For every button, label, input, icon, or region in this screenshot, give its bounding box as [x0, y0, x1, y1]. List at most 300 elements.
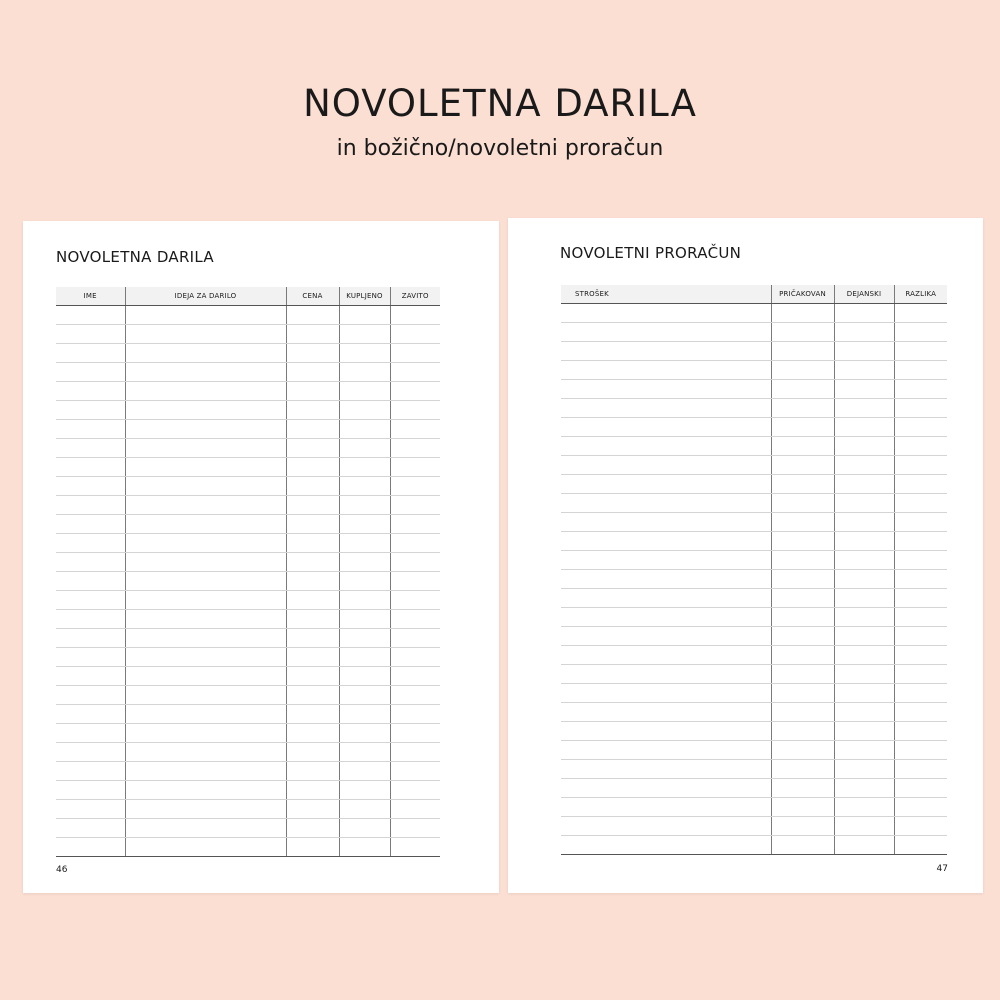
table-cell[interactable]: [834, 361, 894, 380]
table-cell[interactable]: [834, 342, 894, 361]
table-cell[interactable]: [771, 608, 834, 627]
table-cell[interactable]: [125, 382, 286, 401]
table-cell[interactable]: [771, 551, 834, 570]
table-cell[interactable]: [125, 724, 286, 743]
table-cell[interactable]: [771, 779, 834, 798]
table-cell[interactable]: [125, 686, 286, 705]
table-cell[interactable]: [125, 648, 286, 667]
table-cell[interactable]: [834, 608, 894, 627]
table-cell[interactable]: [561, 475, 771, 494]
table-cell[interactable]: [339, 705, 390, 724]
table-cell[interactable]: [390, 553, 440, 572]
table-cell[interactable]: [771, 703, 834, 722]
table-cell[interactable]: [561, 456, 771, 475]
table-cell[interactable]: [834, 589, 894, 608]
table-row: [561, 684, 947, 703]
table-cell[interactable]: [390, 705, 440, 724]
table-cell[interactable]: [339, 477, 390, 496]
table-cell[interactable]: [771, 798, 834, 817]
table-cell[interactable]: [56, 838, 125, 857]
table-cell[interactable]: [56, 553, 125, 572]
table-cell[interactable]: [771, 646, 834, 665]
table-cell[interactable]: [390, 534, 440, 553]
table-cell[interactable]: [390, 819, 440, 838]
table-cell[interactable]: [56, 819, 125, 838]
column-header-zavito: ZAVITO: [390, 287, 440, 306]
table-row: [561, 703, 947, 722]
table-cell[interactable]: [771, 684, 834, 703]
table-cell[interactable]: [561, 532, 771, 551]
table-cell[interactable]: [390, 591, 440, 610]
table-cell[interactable]: [834, 399, 894, 418]
table-cell[interactable]: [286, 800, 339, 819]
table-cell[interactable]: [286, 382, 339, 401]
table-cell[interactable]: [125, 667, 286, 686]
table-row: [56, 838, 440, 857]
table-cell[interactable]: [56, 667, 125, 686]
table-cell[interactable]: [125, 477, 286, 496]
table-cell[interactable]: [771, 627, 834, 646]
table-cell[interactable]: [894, 551, 947, 570]
table-cell[interactable]: [339, 838, 390, 857]
table-cell[interactable]: [834, 323, 894, 342]
table-cell[interactable]: [834, 418, 894, 437]
table-cell[interactable]: [390, 458, 440, 477]
table-cell[interactable]: [286, 667, 339, 686]
table-cell[interactable]: [339, 762, 390, 781]
table-cell[interactable]: [561, 684, 771, 703]
table-cell[interactable]: [561, 361, 771, 380]
table-cell[interactable]: [390, 610, 440, 629]
table-cell[interactable]: [339, 401, 390, 420]
table-cell[interactable]: [771, 304, 834, 323]
table-cell[interactable]: [894, 646, 947, 665]
table-cell[interactable]: [834, 380, 894, 399]
table-row: [56, 686, 440, 705]
table-cell[interactable]: [286, 610, 339, 629]
table-cell[interactable]: [894, 665, 947, 684]
table-cell[interactable]: [834, 570, 894, 589]
table-row: [56, 439, 440, 458]
table-cell[interactable]: [771, 836, 834, 855]
table-cell[interactable]: [56, 515, 125, 534]
table-cell[interactable]: [561, 779, 771, 798]
table-row: [56, 781, 440, 800]
table-cell[interactable]: [834, 494, 894, 513]
table-cell[interactable]: [561, 570, 771, 589]
table-row: [56, 648, 440, 667]
table-cell[interactable]: [339, 781, 390, 800]
table-row: [56, 667, 440, 686]
table-cell[interactable]: [894, 760, 947, 779]
table-cell[interactable]: [561, 342, 771, 361]
table-cell[interactable]: [561, 798, 771, 817]
table-cell[interactable]: [834, 703, 894, 722]
table-cell[interactable]: [390, 629, 440, 648]
table-cell[interactable]: [56, 648, 125, 667]
table-cell[interactable]: [56, 477, 125, 496]
table-cell[interactable]: [834, 836, 894, 855]
table-cell[interactable]: [561, 551, 771, 570]
table-cell[interactable]: [286, 420, 339, 439]
table-cell[interactable]: [561, 665, 771, 684]
budget-header-row: [561, 285, 947, 304]
table-cell[interactable]: [125, 496, 286, 515]
table-cell[interactable]: [286, 705, 339, 724]
table-cell[interactable]: [561, 494, 771, 513]
table-cell[interactable]: [339, 553, 390, 572]
table-cell[interactable]: [894, 494, 947, 513]
table-cell[interactable]: [561, 380, 771, 399]
table-cell[interactable]: [286, 819, 339, 838]
table-cell[interactable]: [834, 646, 894, 665]
table-cell[interactable]: [286, 743, 339, 762]
table-row: [561, 342, 947, 361]
table-cell[interactable]: [771, 418, 834, 437]
table-cell[interactable]: [286, 762, 339, 781]
table-cell[interactable]: [561, 608, 771, 627]
table-cell[interactable]: [390, 762, 440, 781]
table-cell[interactable]: [286, 344, 339, 363]
table-cell[interactable]: [339, 515, 390, 534]
table-cell[interactable]: [339, 420, 390, 439]
table-cell[interactable]: [561, 399, 771, 418]
table-row: [56, 762, 440, 781]
table-cell[interactable]: [771, 665, 834, 684]
hero-title: NOVOLETNA DARILA: [303, 82, 697, 125]
table-cell[interactable]: [390, 325, 440, 344]
table-row: [56, 705, 440, 724]
table-cell[interactable]: [771, 342, 834, 361]
table-cell[interactable]: [894, 399, 947, 418]
table-cell[interactable]: [125, 553, 286, 572]
table-cell[interactable]: [390, 515, 440, 534]
table-cell[interactable]: [771, 817, 834, 836]
table-cell[interactable]: [561, 323, 771, 342]
table-cell[interactable]: [286, 724, 339, 743]
table-cell[interactable]: [125, 325, 286, 344]
table-cell[interactable]: [56, 800, 125, 819]
table-cell[interactable]: [125, 800, 286, 819]
table-cell[interactable]: [561, 589, 771, 608]
table-cell[interactable]: [125, 515, 286, 534]
table-cell[interactable]: [339, 610, 390, 629]
table-cell[interactable]: [894, 627, 947, 646]
table-cell[interactable]: [390, 306, 440, 325]
table-cell[interactable]: [561, 418, 771, 437]
table-cell[interactable]: [771, 532, 834, 551]
table-cell[interactable]: [125, 420, 286, 439]
table-cell[interactable]: [894, 437, 947, 456]
gift-list-body: [56, 306, 440, 857]
table-row: [561, 304, 947, 323]
table-cell[interactable]: [339, 458, 390, 477]
gift-list-page: [23, 221, 499, 893]
table-cell[interactable]: [894, 608, 947, 627]
table-cell[interactable]: [390, 401, 440, 420]
table-cell[interactable]: [125, 819, 286, 838]
budget-heading: NOVOLETNI PRORAČUN: [560, 244, 742, 262]
table-cell[interactable]: [56, 458, 125, 477]
table-cell[interactable]: [286, 458, 339, 477]
table-cell[interactable]: [390, 363, 440, 382]
table-cell[interactable]: [834, 798, 894, 817]
table-cell[interactable]: [339, 648, 390, 667]
table-cell[interactable]: [561, 627, 771, 646]
table-cell[interactable]: [390, 477, 440, 496]
table-cell[interactable]: [286, 306, 339, 325]
table-cell[interactable]: [771, 570, 834, 589]
table-cell[interactable]: [56, 781, 125, 800]
table-cell[interactable]: [771, 361, 834, 380]
table-cell[interactable]: [339, 363, 390, 382]
table-cell[interactable]: [390, 439, 440, 458]
table-cell[interactable]: [834, 551, 894, 570]
table-cell[interactable]: [834, 532, 894, 551]
table-row: [561, 817, 947, 836]
table-cell[interactable]: [894, 532, 947, 551]
table-cell[interactable]: [561, 760, 771, 779]
table-cell[interactable]: [286, 534, 339, 553]
table-cell[interactable]: [125, 629, 286, 648]
table-row: [56, 477, 440, 496]
table-cell[interactable]: [339, 325, 390, 344]
table-cell[interactable]: [771, 741, 834, 760]
table-cell[interactable]: [561, 646, 771, 665]
table-cell[interactable]: [894, 304, 947, 323]
table-cell[interactable]: [56, 382, 125, 401]
table-cell[interactable]: [125, 781, 286, 800]
table-cell[interactable]: [339, 629, 390, 648]
table-cell[interactable]: [894, 684, 947, 703]
table-row: [561, 361, 947, 380]
table-cell[interactable]: [894, 323, 947, 342]
table-cell[interactable]: [834, 475, 894, 494]
table-cell[interactable]: [56, 344, 125, 363]
table-cell[interactable]: [56, 496, 125, 515]
table-cell[interactable]: [339, 572, 390, 591]
table-cell[interactable]: [894, 722, 947, 741]
table-cell[interactable]: [339, 439, 390, 458]
table-cell[interactable]: [56, 686, 125, 705]
table-cell[interactable]: [390, 382, 440, 401]
table-cell[interactable]: [339, 306, 390, 325]
table-cell[interactable]: [894, 380, 947, 399]
table-cell[interactable]: [894, 798, 947, 817]
table-cell[interactable]: [834, 627, 894, 646]
table-cell[interactable]: [339, 819, 390, 838]
table-cell[interactable]: [56, 762, 125, 781]
table-cell[interactable]: [56, 743, 125, 762]
table-row: [561, 437, 947, 456]
table-cell[interactable]: [339, 743, 390, 762]
table-cell[interactable]: [390, 800, 440, 819]
table-row: [561, 532, 947, 551]
table-cell[interactable]: [894, 361, 947, 380]
table-cell[interactable]: [894, 475, 947, 494]
table-cell[interactable]: [390, 572, 440, 591]
table-cell[interactable]: [125, 363, 286, 382]
table-cell[interactable]: [286, 496, 339, 515]
table-cell[interactable]: [561, 703, 771, 722]
table-cell[interactable]: [561, 722, 771, 741]
page-number: 47: [936, 864, 948, 874]
table-cell[interactable]: [561, 836, 771, 855]
table-cell[interactable]: [125, 306, 286, 325]
table-cell[interactable]: [771, 722, 834, 741]
table-cell[interactable]: [390, 838, 440, 857]
table-cell[interactable]: [834, 665, 894, 684]
table-cell[interactable]: [561, 741, 771, 760]
table-cell[interactable]: [834, 760, 894, 779]
table-cell[interactable]: [339, 496, 390, 515]
table-cell[interactable]: [56, 572, 125, 591]
table-cell[interactable]: [894, 779, 947, 798]
table-cell[interactable]: [286, 572, 339, 591]
table-cell[interactable]: [834, 722, 894, 741]
table-cell[interactable]: [390, 724, 440, 743]
table-cell[interactable]: [339, 667, 390, 686]
table-cell[interactable]: [339, 534, 390, 553]
table-row: [561, 665, 947, 684]
table-cell[interactable]: [339, 382, 390, 401]
table-row: [56, 572, 440, 591]
table-cell[interactable]: [390, 496, 440, 515]
column-header-razlika: RAZLIKA: [894, 285, 947, 304]
table-cell[interactable]: [561, 437, 771, 456]
table-cell[interactable]: [56, 325, 125, 344]
table-cell[interactable]: [56, 306, 125, 325]
table-cell[interactable]: [834, 684, 894, 703]
table-cell[interactable]: [56, 420, 125, 439]
table-cell[interactable]: [56, 439, 125, 458]
table-cell[interactable]: [339, 344, 390, 363]
table-cell[interactable]: [286, 401, 339, 420]
table-cell[interactable]: [894, 589, 947, 608]
table-cell[interactable]: [125, 458, 286, 477]
table-cell[interactable]: [771, 456, 834, 475]
table-cell[interactable]: [56, 363, 125, 382]
table-cell[interactable]: [894, 741, 947, 760]
table-cell[interactable]: [894, 703, 947, 722]
table-cell[interactable]: [125, 838, 286, 857]
table-cell[interactable]: [56, 610, 125, 629]
column-header-kupljeno: KUPLJENO: [339, 287, 390, 306]
table-cell[interactable]: [125, 762, 286, 781]
table-cell[interactable]: [125, 439, 286, 458]
table-cell[interactable]: [56, 591, 125, 610]
table-cell[interactable]: [125, 572, 286, 591]
table-cell[interactable]: [125, 743, 286, 762]
table-cell[interactable]: [390, 781, 440, 800]
table-cell[interactable]: [56, 401, 125, 420]
table-cell[interactable]: [771, 589, 834, 608]
table-cell[interactable]: [339, 591, 390, 610]
table-cell[interactable]: [286, 477, 339, 496]
table-cell[interactable]: [286, 325, 339, 344]
table-cell[interactable]: [390, 648, 440, 667]
column-header-ime: IME: [56, 287, 125, 306]
table-cell[interactable]: [390, 743, 440, 762]
table-row: [561, 589, 947, 608]
table-cell[interactable]: [894, 456, 947, 475]
table-row: [561, 741, 947, 760]
table-cell[interactable]: [125, 401, 286, 420]
table-cell[interactable]: [771, 399, 834, 418]
table-cell[interactable]: [390, 686, 440, 705]
table-cell[interactable]: [286, 781, 339, 800]
table-cell[interactable]: [286, 515, 339, 534]
table-cell[interactable]: [339, 724, 390, 743]
table-cell[interactable]: [125, 705, 286, 724]
table-cell[interactable]: [286, 648, 339, 667]
table-cell[interactable]: [771, 513, 834, 532]
table-cell[interactable]: [390, 344, 440, 363]
table-cell[interactable]: [894, 342, 947, 361]
table-row: [561, 627, 947, 646]
table-cell[interactable]: [286, 838, 339, 857]
table-row: [561, 418, 947, 437]
table-row: [56, 724, 440, 743]
table-cell[interactable]: [771, 760, 834, 779]
table-cell[interactable]: [834, 817, 894, 836]
table-cell[interactable]: [834, 779, 894, 798]
table-cell[interactable]: [834, 741, 894, 760]
table-cell[interactable]: [561, 304, 771, 323]
table-cell[interactable]: [125, 344, 286, 363]
table-cell[interactable]: [894, 570, 947, 589]
table-cell[interactable]: [771, 380, 834, 399]
table-cell[interactable]: [834, 513, 894, 532]
table-cell[interactable]: [286, 439, 339, 458]
table-row: [561, 646, 947, 665]
table-cell[interactable]: [56, 724, 125, 743]
table-cell[interactable]: [339, 686, 390, 705]
table-row: [561, 798, 947, 817]
table-cell[interactable]: [834, 304, 894, 323]
table-cell[interactable]: [834, 456, 894, 475]
table-cell[interactable]: [286, 686, 339, 705]
table-cell[interactable]: [894, 836, 947, 855]
table-cell[interactable]: [771, 437, 834, 456]
table-cell[interactable]: [56, 629, 125, 648]
table-cell[interactable]: [561, 817, 771, 836]
table-cell[interactable]: [286, 629, 339, 648]
gift-list-header-row: [56, 287, 440, 306]
table-cell[interactable]: [561, 513, 771, 532]
table-row: [561, 779, 947, 798]
table-cell[interactable]: [56, 705, 125, 724]
table-cell[interactable]: [286, 363, 339, 382]
table-cell[interactable]: [125, 610, 286, 629]
table-cell[interactable]: [125, 534, 286, 553]
table-cell[interactable]: [894, 513, 947, 532]
hero-subtitle: in božično/novoletni proračun: [336, 136, 664, 161]
table-cell[interactable]: [286, 591, 339, 610]
table-cell[interactable]: [390, 420, 440, 439]
table-cell[interactable]: [771, 475, 834, 494]
table-cell[interactable]: [339, 800, 390, 819]
table-cell[interactable]: [834, 437, 894, 456]
table-cell[interactable]: [771, 323, 834, 342]
table-cell[interactable]: [771, 494, 834, 513]
table-cell[interactable]: [894, 418, 947, 437]
table-cell[interactable]: [390, 667, 440, 686]
table-cell[interactable]: [286, 553, 339, 572]
table-cell[interactable]: [125, 591, 286, 610]
table-cell[interactable]: [56, 534, 125, 553]
table-cell[interactable]: [894, 817, 947, 836]
